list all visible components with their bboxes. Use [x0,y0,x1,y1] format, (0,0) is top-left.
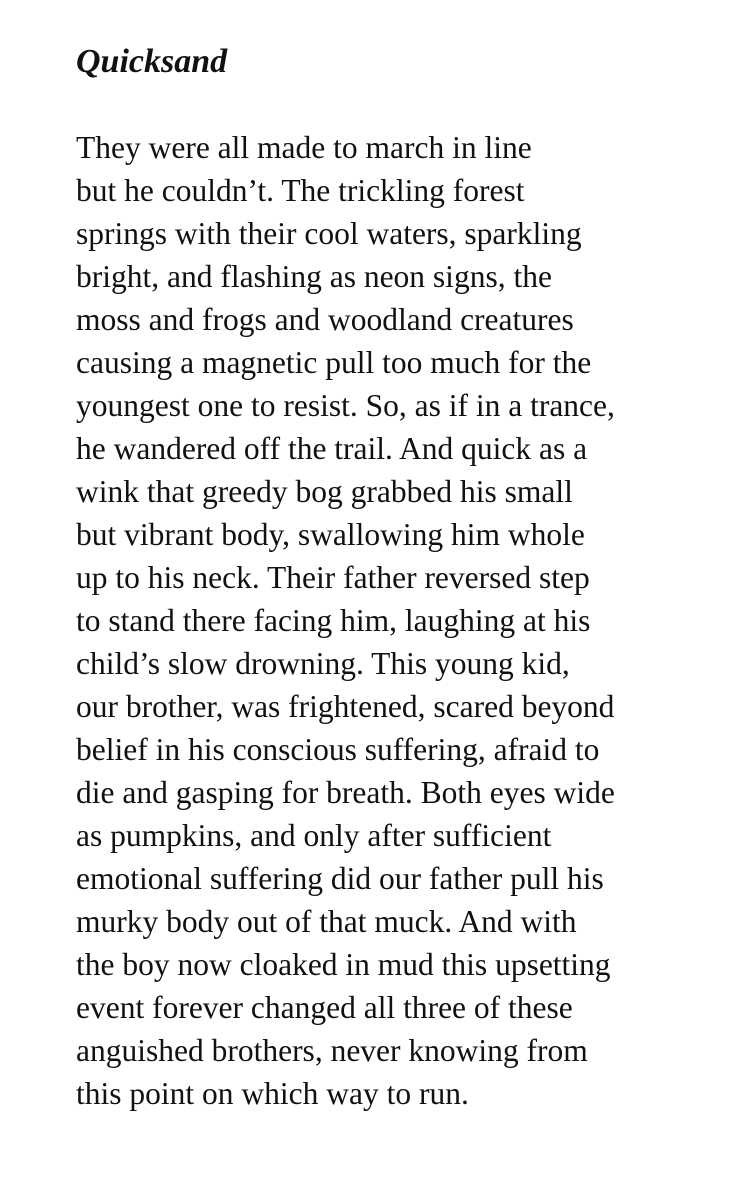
poem-line: wink that greedy bog grabbed his small [76,474,573,509]
poem-line: youngest one to resist. So, as if in a trance, [76,388,615,423]
poem-line: event forever changed all three of these [76,990,573,1025]
poem-line: die and gasping for breath. Both eyes wide [76,775,615,810]
poem-line: this point on which way to run. [76,1076,469,1111]
poem-line: belief in his conscious suffering, afraid to [76,732,600,767]
poem-line: emotional suffering did our father pull his [76,861,604,896]
poem-line: up to his neck. Their father reversed step [76,560,590,595]
poem-line: as pumpkins, and only after sufficient [76,818,552,853]
poem-body [76,126,736,1115]
poem-line: he wandered off the trail. And quick as a [76,431,588,466]
poem-line: They were all made to march in line [76,130,532,165]
poem-line: causing a magnetic pull too much for the [76,345,592,380]
poem-title: Quicksand [76,43,228,80]
poem-line: child’s slow drowning. This young kid, [76,646,570,681]
poem-line: the boy now cloaked in mud this upsetting [76,947,611,982]
poem-line: springs with their cool waters, sparkling [76,216,582,251]
poem-line: anguished brothers, never knowing from [76,1033,588,1068]
poem-line: but he couldn’t. The trickling forest [76,173,525,208]
poem-line: but vibrant body, swallowing him whole [76,517,585,552]
poem-line: our brother, was frightened, scared beyond [76,689,615,724]
poem-line: bright, and flashing as neon signs, the [76,259,552,294]
poem-line: to stand there facing him, laughing at his [76,603,591,638]
poem-line: murky body out of that muck. And with [76,904,577,939]
poem-line: moss and frogs and woodland creatures [76,302,574,337]
